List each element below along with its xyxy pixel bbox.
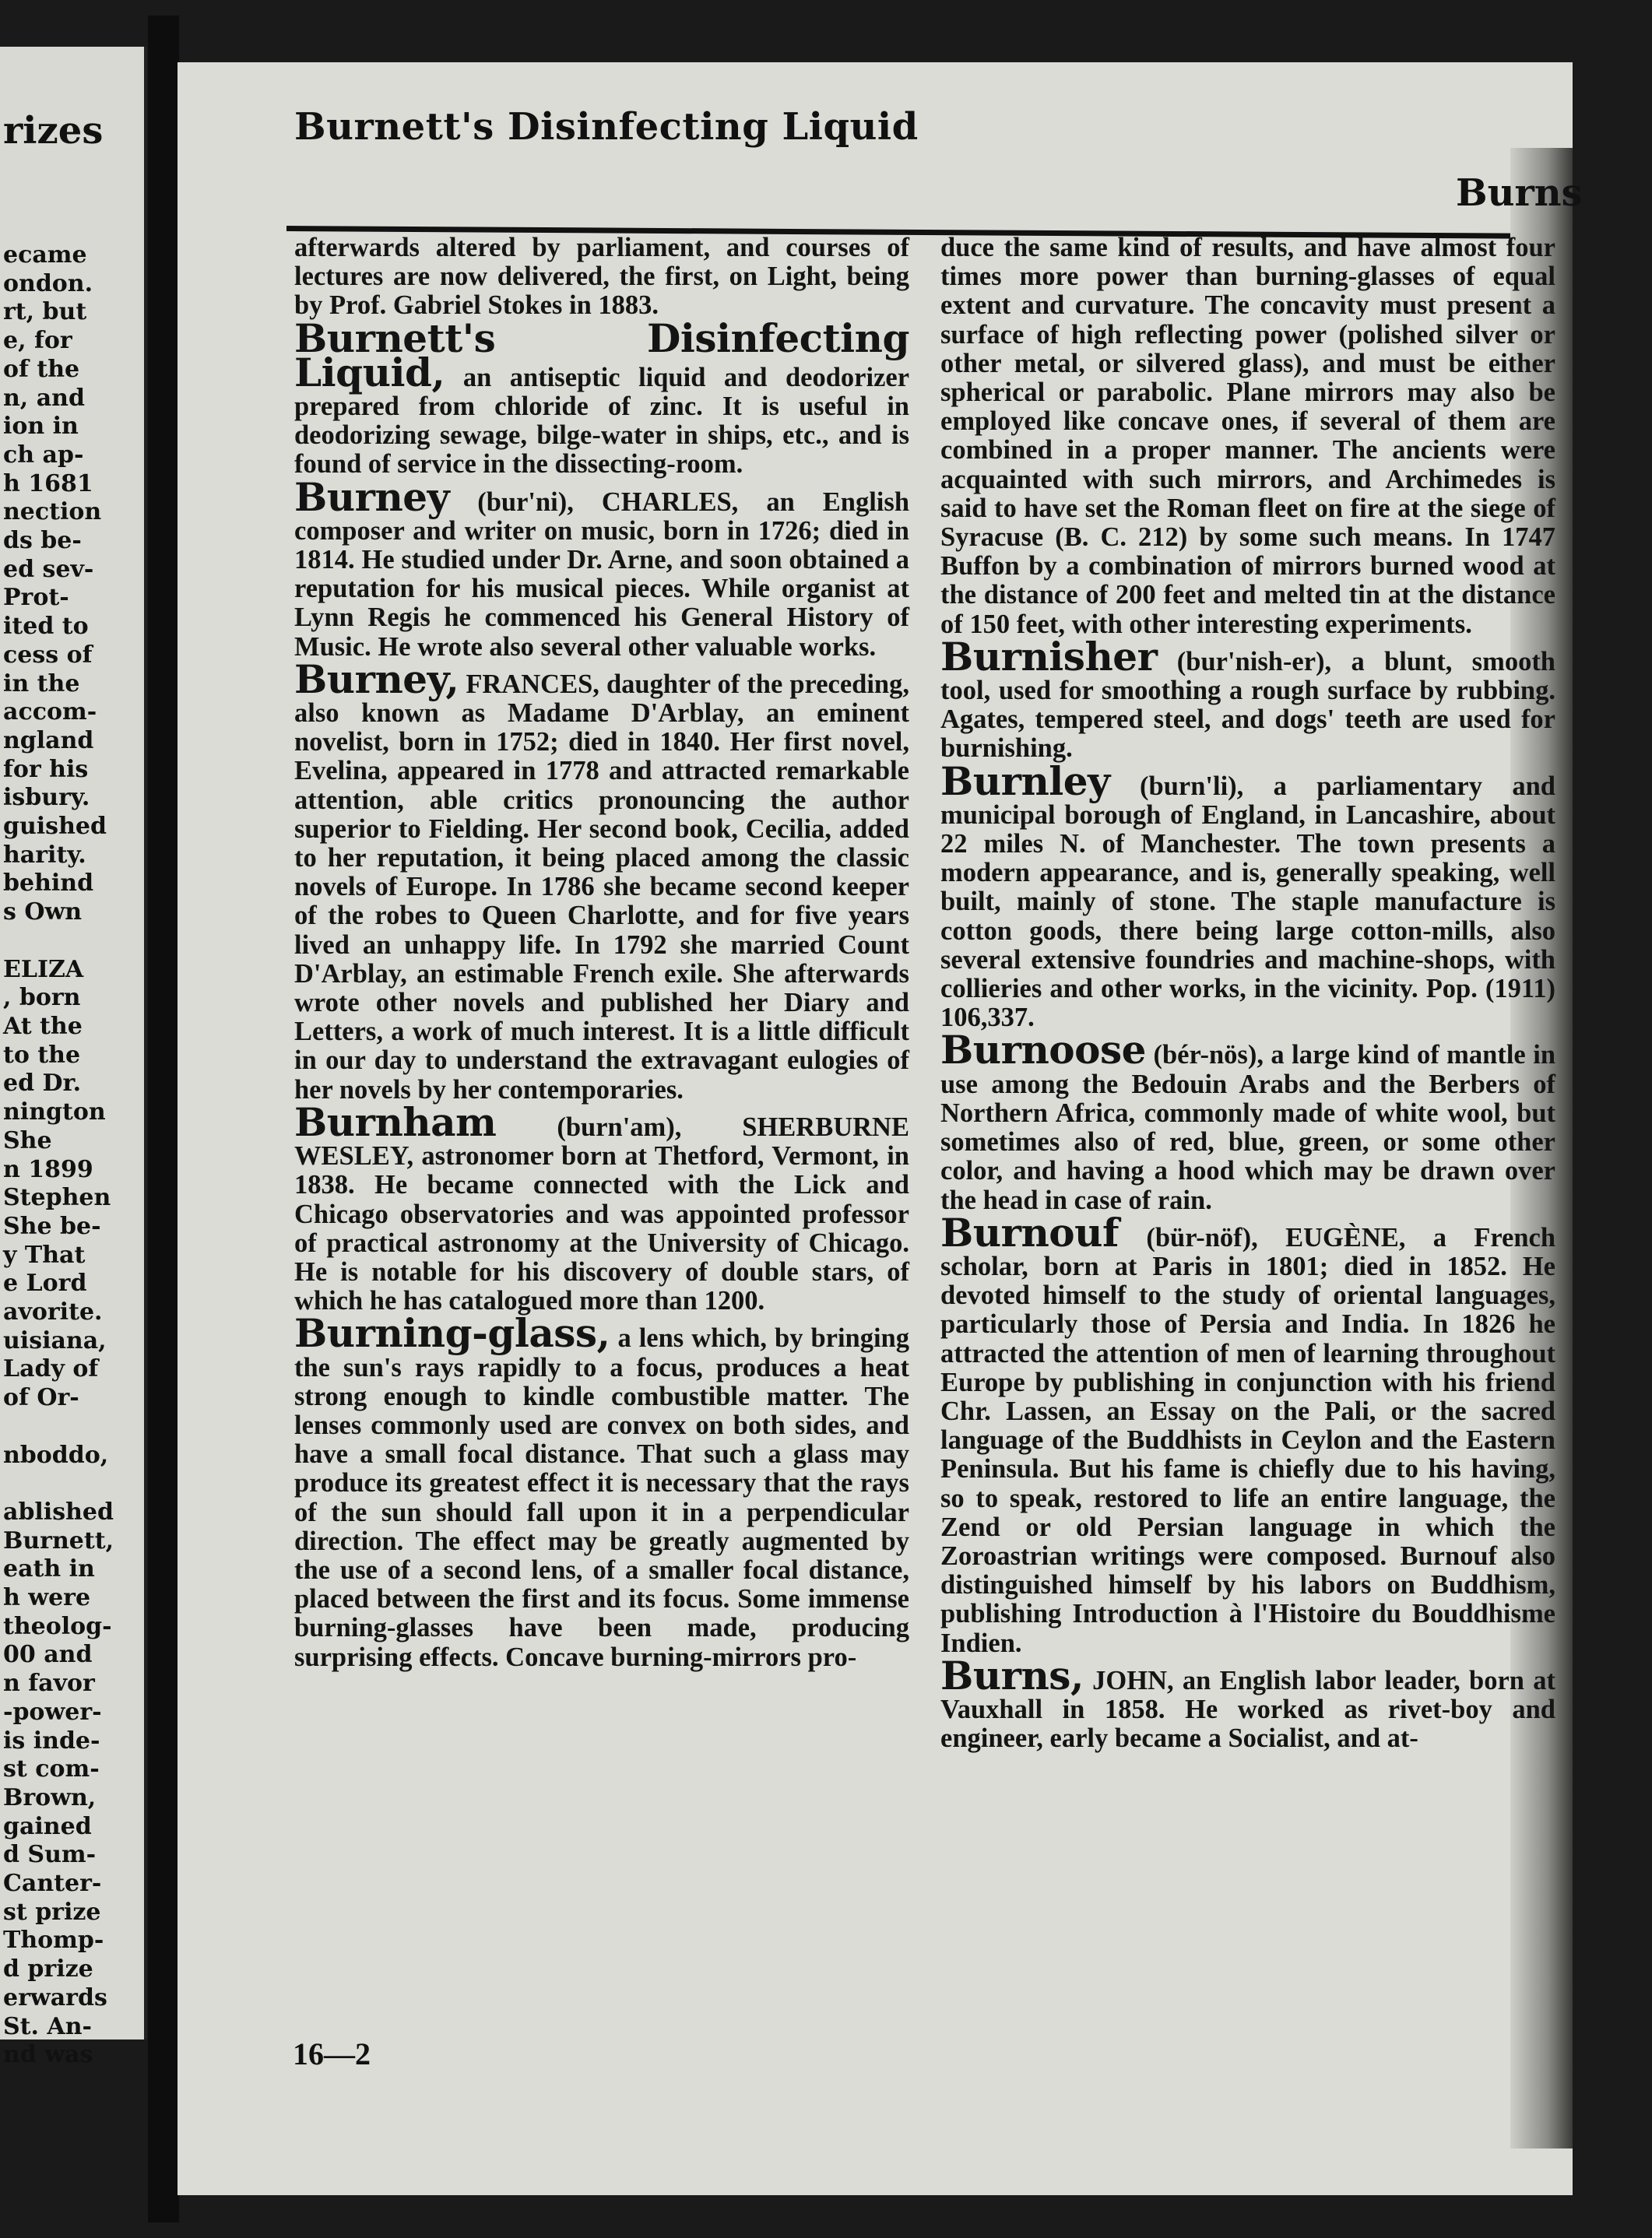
dictionary-entry [940,1209,1556,1658]
facing-page-line: of the [3,355,80,383]
facing-page-line: nington [3,1098,106,1126]
entry-text: a lens which, by bringing the sun's rays rapidly to a focus, produces a heat strong enough to kindle combustible matter. The lenses commonly used are convex on both sides, and have a small focal distance. That such a glass may produce its greatest effect it is necessary that the rays of the sun should fall upon it in a perpendicular direction. The effect may be greatly augmented by the use of a second lens, of a smaller focal distance, placed between the first and its focus. Some immense burning-glasses have been made, producing surprising effects. Concave burning-mirrors pro- [294,1323,909,1672]
facing-page-line: isbury. [3,784,90,812]
entry-text: JOHN, an English labor leader, born at Vauxhall in 1858. He worked as rivet-boy and engineer, early became a Socialist, and at- [940,1665,1556,1754]
entry-text: (bür-nöf), EUGÈNE, a French scholar, born at Paris in 1801; died in 1852. He devoted himself to the study of oriental languages, particularly those of Persia and India. In 1826 he attracted the attention of men of learning throughout Europe by publishing in conjunction with his friend Chr. Lassen, an Essay on the Pali, or the sacred language of the Buddhists in Ceylon and the Eastern Peninsula. But his fame is chiefly due to his having, so to speak, restored to life an entire language, the Zend or old Persian language in which the Zoroastrian writings were composed. Burnouf also distinguished himself by his labors on Buddhism, publishing Introduction à l'Histoire du Bouddhisme Indien. [940,1222,1556,1658]
entry-text: (bur'ni), CHARLES, an English composer and writer on music, born in 1726; died in 1814. He studied under Dr. Arne, and soon obtained a reputation for his musical pieces. While organist at Lynn Regis he commenced his General History of Music. He wrote also several other valuable works. [294,487,910,662]
facing-page-line: ion in [3,413,79,441]
facing-page-fragment [0,47,147,2069]
facing-page-line: Burnett, [3,1527,114,1555]
dictionary-entry [294,1310,909,1672]
dictionary-entry [940,757,1555,1033]
facing-page-line: gained [3,1812,92,1840]
entry-text: FRANCES, daughter of the preceding, also known as Madame D'Arblay, an eminent novelist, born in 1752; died in 1840. Her first novel, Evelina, appeared in 1778 and attracted remarkable attention, able critics pronouncing the author superior to Fielding. Her second book, Cecilia, added to her reputation, it being placed among the classic novels of Europe. In 1786 she became second keeper of the robes to Queen Charlotte, and for five years lived an unhappy life. In 1792 she married Count D'Arblay, an estimable French exile. She afterwards wrote other novels and published her Diary and Letters, a work of much interest. It is a little difficult in our day to understand the extravagant eulogies of her novels by her contemporaries. [294,669,909,1105]
facing-page-line: accom- [3,698,97,726]
facing-page-line: d prize [3,1955,93,1983]
entry-headword: Burnham [294,1098,497,1145]
facing-page-line: avorite. [3,1298,103,1326]
right-entries [940,633,1556,1754]
facing-page-line: ELIZA [3,955,84,983]
facing-page-line: cess of [3,641,93,669]
facing-page-line: in the [3,669,80,697]
facing-page-line: of Or- [3,1384,79,1412]
facing-page-line: ablished [3,1498,114,1526]
facing-page-line: At the [3,1012,83,1040]
running-head-right: Burns [1456,171,1583,215]
book-page [178,62,1583,2195]
facing-page-line: nboddo, [3,1441,109,1469]
facing-page-line: ed Dr. [3,1070,82,1098]
facing-page-line: nd was [3,2041,93,2069]
facing-page-line [3,927,142,956]
entry-headword: Burnley [940,757,1110,804]
facing-page-line: Stephen [3,1184,111,1212]
facing-page-line: erwards [3,1983,107,2011]
right-column [940,234,1555,1756]
facing-page-line: ited to [3,613,89,641]
facing-page-line: ed sev- [3,555,94,583]
entry-text: (burn'am), SHERBURNE WESLEY, astronomer born at Thetford, Vermont, in 1838. He became connected with the Lick and Chicago observatories and was appointed professor of practical astronomy at the University of Chicago. He is notable for his discovery of double stars, of which he has catalogued more than 1200. [294,1112,909,1316]
entry-headword: Burning-glass, [294,1310,610,1357]
facing-page-line: Prot- [3,584,69,612]
facing-page-line: Lady of [3,1355,99,1383]
facing-page-line: behind [3,870,94,898]
facing-page-line: guished [3,813,107,841]
entry-text: an antiseptic liquid and deodorizer prepared from chloride of zinc. It is useful in deodorizing sewage, bilge-water in ships, etc., and is found of service in the dissecting-room. [294,362,910,480]
facing-page-line: She [3,1126,52,1154]
facing-page-line: e, for [3,327,72,355]
facing-page-line: nection [3,498,102,526]
left-column [294,234,909,1675]
facing-page-line: ch ap- [3,441,84,469]
facing-page-line: ondon. [3,269,93,297]
facing-page-line: , born [3,984,81,1012]
entry-text: (burn'li), a parliamentary and municipal borough of England, in Lancashire, about 22 miles N. of Manchester. The town presents a modern appearance, and is, generally speaking, well built, mainly of stone. The staple manufacture is cotton goods, there being large cotton-mills, also several extensive foundries and machine-shops, with collieries and other works, in the vicinity. Pop. (1911) 106,337. [940,771,1555,1033]
facing-page-line: e Lord [3,1270,87,1298]
facing-page-line: eath in [3,1555,95,1583]
dictionary-entry [294,1098,909,1316]
facing-page-line: d Sum- [3,1841,97,1869]
book-gutter [148,16,179,2222]
facing-page-line: h were [3,1584,91,1612]
facing-page-line: Brown, [3,1783,97,1811]
facing-page-line: n 1899 [3,1155,93,1183]
facing-page-line: ngland [3,726,94,754]
facing-page-running-head: rizes [3,109,104,153]
facing-page-line: harity. [3,841,86,869]
entry-headword: Burnoose [940,1027,1146,1073]
facing-page-line [3,1413,142,1442]
signature-mark: 16—2 [293,2036,371,2071]
facing-page-line: n favor [3,1670,95,1698]
facing-page-line: to the [3,1041,81,1069]
entry-headword: Burnouf [940,1209,1119,1256]
dictionary-entry [294,473,910,662]
left-entries [294,314,910,1672]
entry-headword: Burnisher [940,633,1158,680]
entry-headword: Burns, [940,1652,1084,1699]
entry-headword: Burney [294,473,450,520]
dictionary-entry [294,655,909,1105]
running-head-left: Burnett's Disinfecting Liquid [294,105,919,149]
dictionary-entry [940,1027,1556,1215]
dictionary-entry [940,1652,1556,1754]
facing-page-line: St. An- [3,2012,92,2040]
facing-page-line: st com- [3,1755,100,1783]
facing-page-line: theolog- [3,1612,112,1640]
facing-page-line: She be- [3,1212,101,1240]
continuation-text: afterwards altered by parliament, and courses of lectures are now delivered, the first, on Light, being by Prof. Gabriel Stokes in 1883. [294,233,909,321]
facing-page-line: for his [3,755,89,783]
facing-page-line: 00 and [3,1641,93,1669]
continuation-text: duce the same kind of results, and have almost four times more power than burning-glasses of equal extent and curvature. The concavity must present a surface of high reflecting power (polished silver or other metal, or silvered glass), and must be either spherical or parabolic. Plane mirrors may also be employed like concave ones, if several of them are combined in a proper manner. The ancients were acquainted with such mirrors, and Archimedes is said to have set the Roman fleet on fire at the siege of Syracuse (B. C. 212) by some such means. In 1747 Buffon by a combination of mirrors burned wood at the distance of 200 feet and melted tin at the distance of 150 feet, with other interesting experiments. [940,233,1555,639]
facing-page-line: s Own [3,898,83,926]
facing-page-line: is inde- [3,1727,100,1755]
dictionary-entry [294,314,910,480]
entry-text: (bur'nish-er), a blunt, smooth tool, used for smoothing a rough surface by rubbing. Agates, tempered steel, and dogs' teeth are used for burnishing. [940,646,1555,764]
facing-page-line: n, and [3,384,85,412]
facing-page-line: Thomp- [3,1927,104,1955]
facing-page-line: -power- [3,1698,102,1726]
entry-headword: Burney, [294,655,459,702]
dictionary-entry [940,633,1555,764]
facing-page-line: uisiana, [3,1326,107,1354]
facing-page-line [3,1470,142,1498]
facing-page-line: st prize [3,1898,101,1926]
facing-page-line: ecame [3,241,87,269]
entry-text: (bér-nös), a large kind of mantle in use among the Bedouin Arabs and the Berbers of Northern Africa, commonly made of white wool, but sometimes also of red, blue, green, or some other color, and having a hood which may be drawn over the head in case of rain. [940,1040,1556,1215]
facing-page-line: Canter- [3,1870,102,1898]
facing-page-text [3,241,142,2070]
facing-page-line: y That [3,1241,86,1269]
entry-headword: Burnett's Disinfecting Liquid, [294,314,909,395]
facing-page-line: h 1681 [3,469,93,497]
facing-page-line: rt, but [3,298,87,326]
facing-page-line: ds be- [3,527,82,555]
